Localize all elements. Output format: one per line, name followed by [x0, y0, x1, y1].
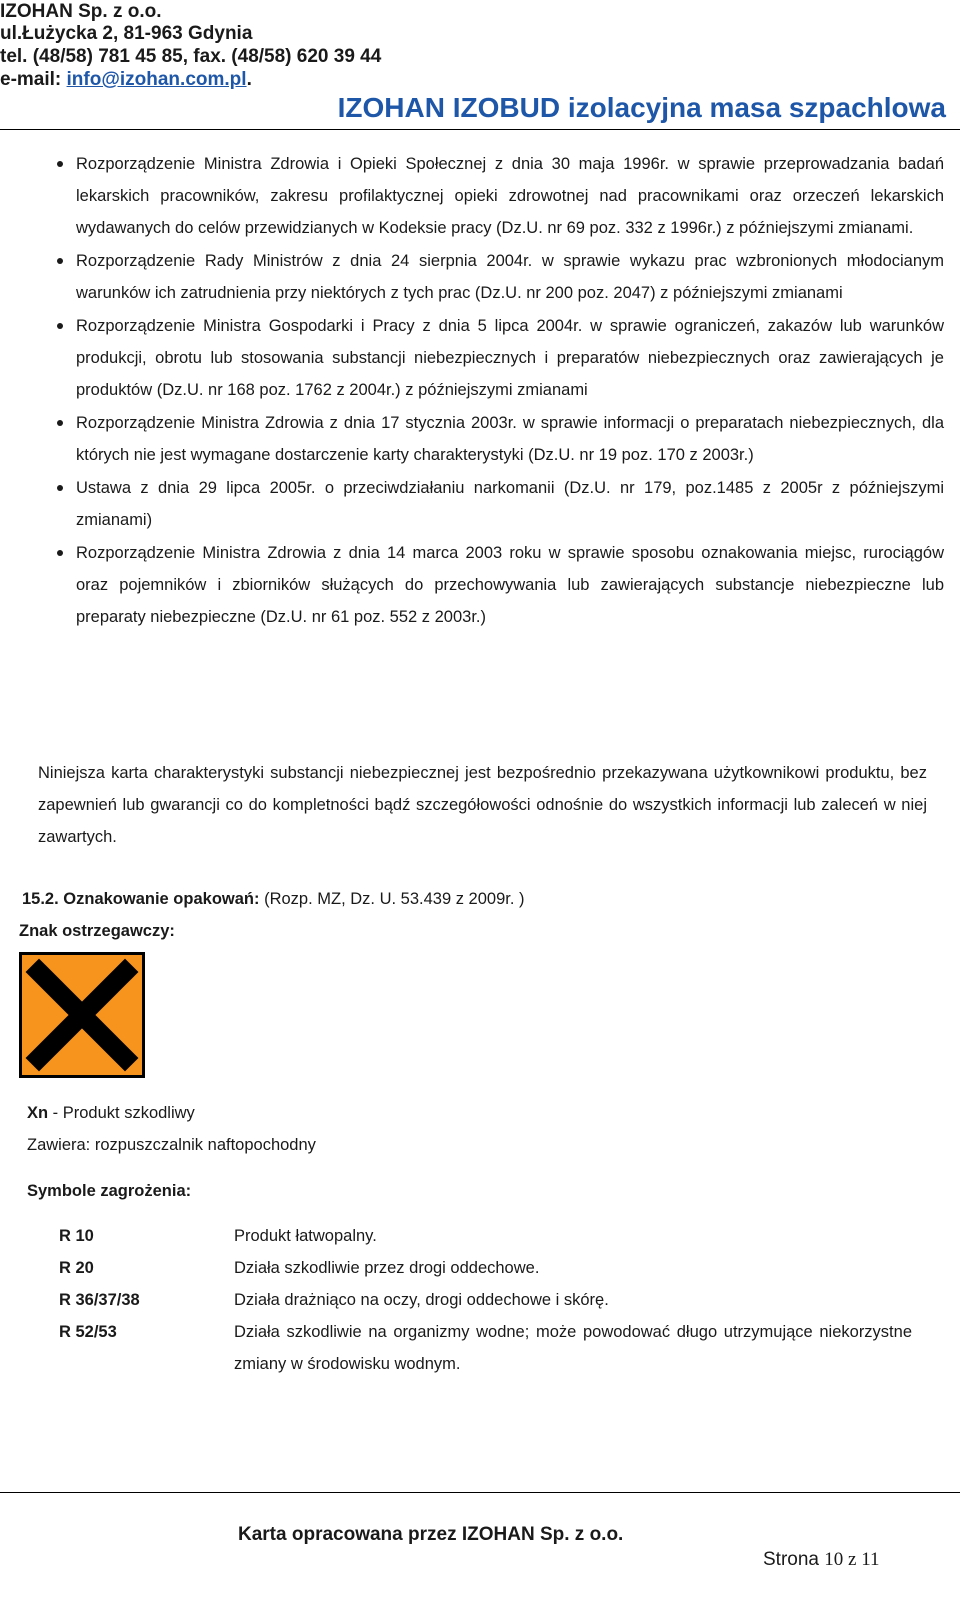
regulation-item: Rozporządzenie Ministra Zdrowia z dnia 14 marca 2003 roku w sprawie sposobu oznakowania miejsc, rurociągów oraz pojemników i zbiorników służących do przechowywania lub zawierających substancje niebezpieczne lub preparaty niebezpieczne (Dz.U. nr 61 poz. 552 z 2003r.)	[57, 537, 944, 633]
page-current: 10	[824, 1549, 844, 1570]
risk-phrases-table	[59, 1220, 912, 1380]
contains-line: Zawiera: rozpuszczalnik naftopochodny	[27, 1136, 316, 1154]
footer-divider	[0, 1492, 960, 1493]
symbols-heading: Symbole zagrożenia:	[27, 1182, 192, 1200]
hazard-name: - Produkt szkodliwy	[48, 1104, 195, 1122]
risk-code: R 52/53	[59, 1323, 117, 1341]
email-suffix: .	[246, 69, 252, 90]
company-phone: tel. (48/58) 781 45 85, fax. (48/58) 620 39 44	[0, 46, 382, 67]
email-prefix: e-mail:	[0, 69, 67, 90]
regulations-list	[57, 148, 944, 634]
risk-code: R 10	[59, 1227, 94, 1245]
page-number	[763, 1548, 880, 1572]
risk-text: Działa drażniąco na oczy, drogi oddechowe i skórę.	[234, 1291, 609, 1309]
risk-text: Produkt łatwopalny.	[234, 1227, 377, 1245]
risk-phrase-row	[59, 1252, 912, 1284]
document-title: IZOHAN IZOBUD izolacyjna masa szpachlowa	[337, 92, 946, 123]
risk-phrase-row	[59, 1316, 912, 1380]
section-title: 15.2. Oznakowanie opakowań:	[22, 890, 260, 908]
disclaimer-paragraph: Niniejsza karta charakterystyki substancji niebezpiecznej jest bezpośrednio przekazywana użytkownikowi produktu, bez zapewnień lub gwarancji co do kompletności bądź szczegółowości odnośnie do wszystkich informacji lub zaleceń w niej zawartych.	[38, 764, 927, 846]
page-separator: z	[843, 1549, 862, 1570]
hazard-class-line	[27, 1100, 195, 1126]
risk-phrase-row	[59, 1284, 912, 1316]
hazard-code: Xn	[27, 1104, 49, 1122]
company-email-line	[0, 68, 252, 91]
email-link[interactable]: info@izohan.com.pl	[66, 69, 247, 90]
harmful-x-pictogram-icon	[19, 952, 145, 1078]
page-total: 11	[861, 1549, 880, 1570]
risk-code: R 36/37/38	[59, 1291, 140, 1309]
warning-sign-label: Znak ostrzegawczy:	[19, 922, 175, 940]
risk-text: Działa szkodliwie na organizmy wodne; może powodować długo utrzymujące niekorzystne zmiany w środowisku wodnym.	[234, 1323, 912, 1373]
company-name: IZOHAN Sp. z o.o.	[0, 1, 162, 22]
regulation-item: Rozporządzenie Rady Ministrów z dnia 24 sierpnia 2004r. w sprawie wykazu prac wzbronionych młodocianym warunków ich zatrudnienia przy niektórych z tych prac (Dz.U. nr 200 poz. 2047) z późniejszymi zmianami	[57, 245, 944, 309]
section-heading	[22, 886, 525, 912]
header-divider	[0, 129, 960, 130]
page-label: Strona	[763, 1549, 825, 1570]
risk-code: R 20	[59, 1259, 94, 1277]
regulation-item: Rozporządzenie Ministra Zdrowia i Opieki Społecznej z dnia 30 maja 1996r. w sprawie przeprowadzania badań lekarskich pracowników, zakresu profilaktycznej opieki zdrowotnej nad pracownikami oraz orzeczeń lekarskich wydawanych do celów przewidzianych w Kodeksie pracy (Dz.U. nr 69 poz. 332 z 1996r.) z późniejszymi zmianami.	[57, 148, 944, 244]
risk-phrase-row	[59, 1220, 912, 1252]
footer-prepared-by: Karta opracowana przez IZOHAN Sp. z o.o.	[238, 1524, 624, 1545]
regulation-item: Rozporządzenie Ministra Gospodarki i Pracy z dnia 5 lipca 2004r. w sprawie ograniczeń, zakazów lub warunków produkcji, obrotu lub stosowania substancji niebezpiecznych i preparatów niebezpiecznych oraz zawierających je produktów (Dz.U. nr 168 poz. 1762 z 2004r.) z późniejszymi zmianami	[57, 310, 944, 406]
regulation-item: Ustawa z dnia 29 lipca 2005r. o przeciwdziałaniu narkomanii (Dz.U. nr 179, poz.1485 z 2005r z późniejszymi zmianami)	[57, 472, 944, 536]
company-address: ul.Łużycka 2, 81-963 Gdynia	[0, 23, 253, 44]
risk-text: Działa szkodliwie przez drogi oddechowe.	[234, 1259, 540, 1277]
section-reference: (Rozp. MZ, Dz. U. 53.439 z 2009r. )	[259, 890, 525, 908]
regulation-item: Rozporządzenie Ministra Zdrowia z dnia 17 stycznia 2003r. w sprawie informacji o preparatach niebezpiecznych, dla których nie jest wymagane dostarczenie karty charakterystyki (Dz.U. nr 19 poz. 170 z 2003r.)	[57, 407, 944, 471]
